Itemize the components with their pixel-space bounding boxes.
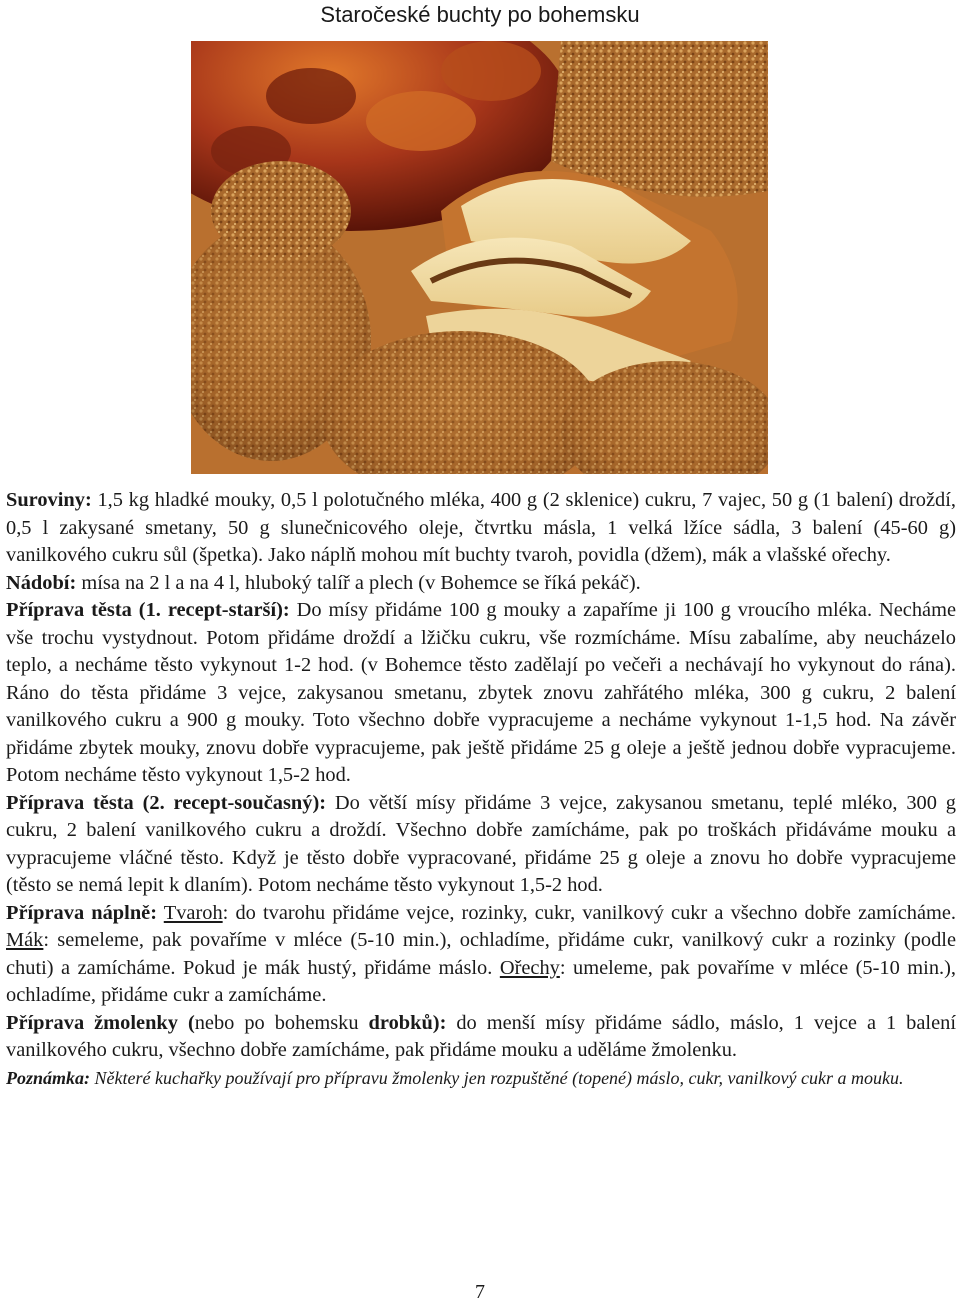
dishes-paragraph xyxy=(6,570,956,598)
filling-paragraph xyxy=(6,900,956,1010)
dough1-text: Do mísy přidáme 100 g mouky a zapaříme ji 100 g vroucího mléka. Necháme vše trochu vystydnout. Potom přidáme droždí a lžičku cukru, vše rozmícháme. Mísu zabalíme, aby neucházelo teplo, a necháme těsto vykynout 1-2 hod. (v Bohemce těsto zadělají po večeři a nechávají ho vykynout do rána). Ráno do těsta přidáme 3 vejce, zakysanou smetanu, zbytek znovu zahřátého mléka, 300 g cukru, 2 balení vanilkového cukru a 900 g mouky. Toto všechno dobře vypracujeme a necháme vykynout 1-1,5 hod. Na závěr přidáme zbytek mouky, znovu dobře vypracujeme, pak ještě přidáme 25 g oleje a ještě jednou dobře vypracujeme. Potom necháme těsto vykynout 1,5-2 hod. xyxy=(6,599,956,786)
dough1-label: Příprava těsta (1. recept-starší): xyxy=(6,599,290,621)
ingredients-text: 1,5 kg hladké mouky, 0,5 l polotučného mléka, 400 g (2 sklenice) cukru, 7 vajec, 50 g (1 balení) droždí, 0,5 l zakysané smetany, 50 g slunečnicového oleje, čtvrtku másla, 1 velká lžíce sádla, 3 balení (45-60 g) vanilkového cukru sůl (špetka). Jako náplň mohou mít buchty tvaroh, povidla (džem), mák a vlašské ořechy. xyxy=(6,489,956,566)
crumble-label-2: drobků): xyxy=(368,1011,447,1034)
filling-label: Příprava náplně: xyxy=(6,901,157,924)
dishes-text: mísa na 2 l a na 4 l, hluboký talíř a plech (v Bohemce se říká pekáč). xyxy=(76,571,641,594)
note-label: Poznámka: xyxy=(6,1067,91,1088)
ingredients-label: Suroviny: xyxy=(6,489,92,511)
orechy-text: : umeleme, pak povaříme v mléce (5-10 min.), ochladíme, přidáme cukr a zamícháme. xyxy=(6,956,957,1006)
crumble-text-2: do menší mísy přidáme sádlo, máslo, 1 vejce a 1 balení vanilkového cukru, všechno dobře zamícháme, pak přidáme mouku a uděláme žmolenku. xyxy=(6,1011,956,1061)
recipe-text xyxy=(6,487,956,1091)
note-text: Některé kuchařky používají pro přípravu žmolenky jen rozpuštěné (topené) máslo, cukr, vanilkový cukr a mouku. xyxy=(90,1067,904,1088)
mak-label: Mák xyxy=(6,929,44,951)
orechy-label: Ořechy xyxy=(499,956,560,979)
ingredients-paragraph xyxy=(6,487,956,570)
dough1-paragraph xyxy=(6,597,956,790)
crumble-label-1: Příprava žmolenky ( xyxy=(6,1011,195,1034)
note-paragraph xyxy=(6,1066,956,1091)
pastry-photo xyxy=(191,41,768,474)
page-number: 7 xyxy=(475,1281,485,1303)
page-title: Staročeské buchty po bohemsku xyxy=(320,2,640,27)
dough2-label: Příprava těsta (2. recept-současný): xyxy=(6,791,327,814)
mak-text: : semeleme, pak povaříme v mléce (5-10 min.), ochladíme, přidáme cukr, vanilkový cukr a rozinky (podle chuti) a zamícháme. Pokud je mák hustý, přidáme máslo. xyxy=(6,929,956,979)
dough2-paragraph xyxy=(6,790,956,900)
crumble-text-1: nebo po bohemsku xyxy=(194,1011,369,1034)
dough2-text: Do větší mísy přidáme 3 vejce, zakysanou smetanu, teplé mléko, 300 g cukru, 2 balení vanilkového cukru a droždí. Všechno dobře zamícháme, pak po troškách přidáváme mouku a vypracujeme vláčné těsto. Když je těsto dobře vypracované, přidáme 25 g oleje a znovu ho dobře vypracujeme (těsto se nemá lepit k dlaním). Potom necháme těsto vykynout 1,5-2 hod. xyxy=(6,791,956,896)
tvaroh-label: Tvaroh xyxy=(163,901,223,924)
dishes-label: Nádobí: xyxy=(6,571,77,594)
tvaroh-text: : do tvarohu přidáme vejce, rozinky, cukr, vanilkový cukr a všechno dobře zamícháme. xyxy=(222,901,957,924)
pastry-photo-icon xyxy=(191,41,768,474)
crumble-paragraph xyxy=(6,1010,956,1065)
